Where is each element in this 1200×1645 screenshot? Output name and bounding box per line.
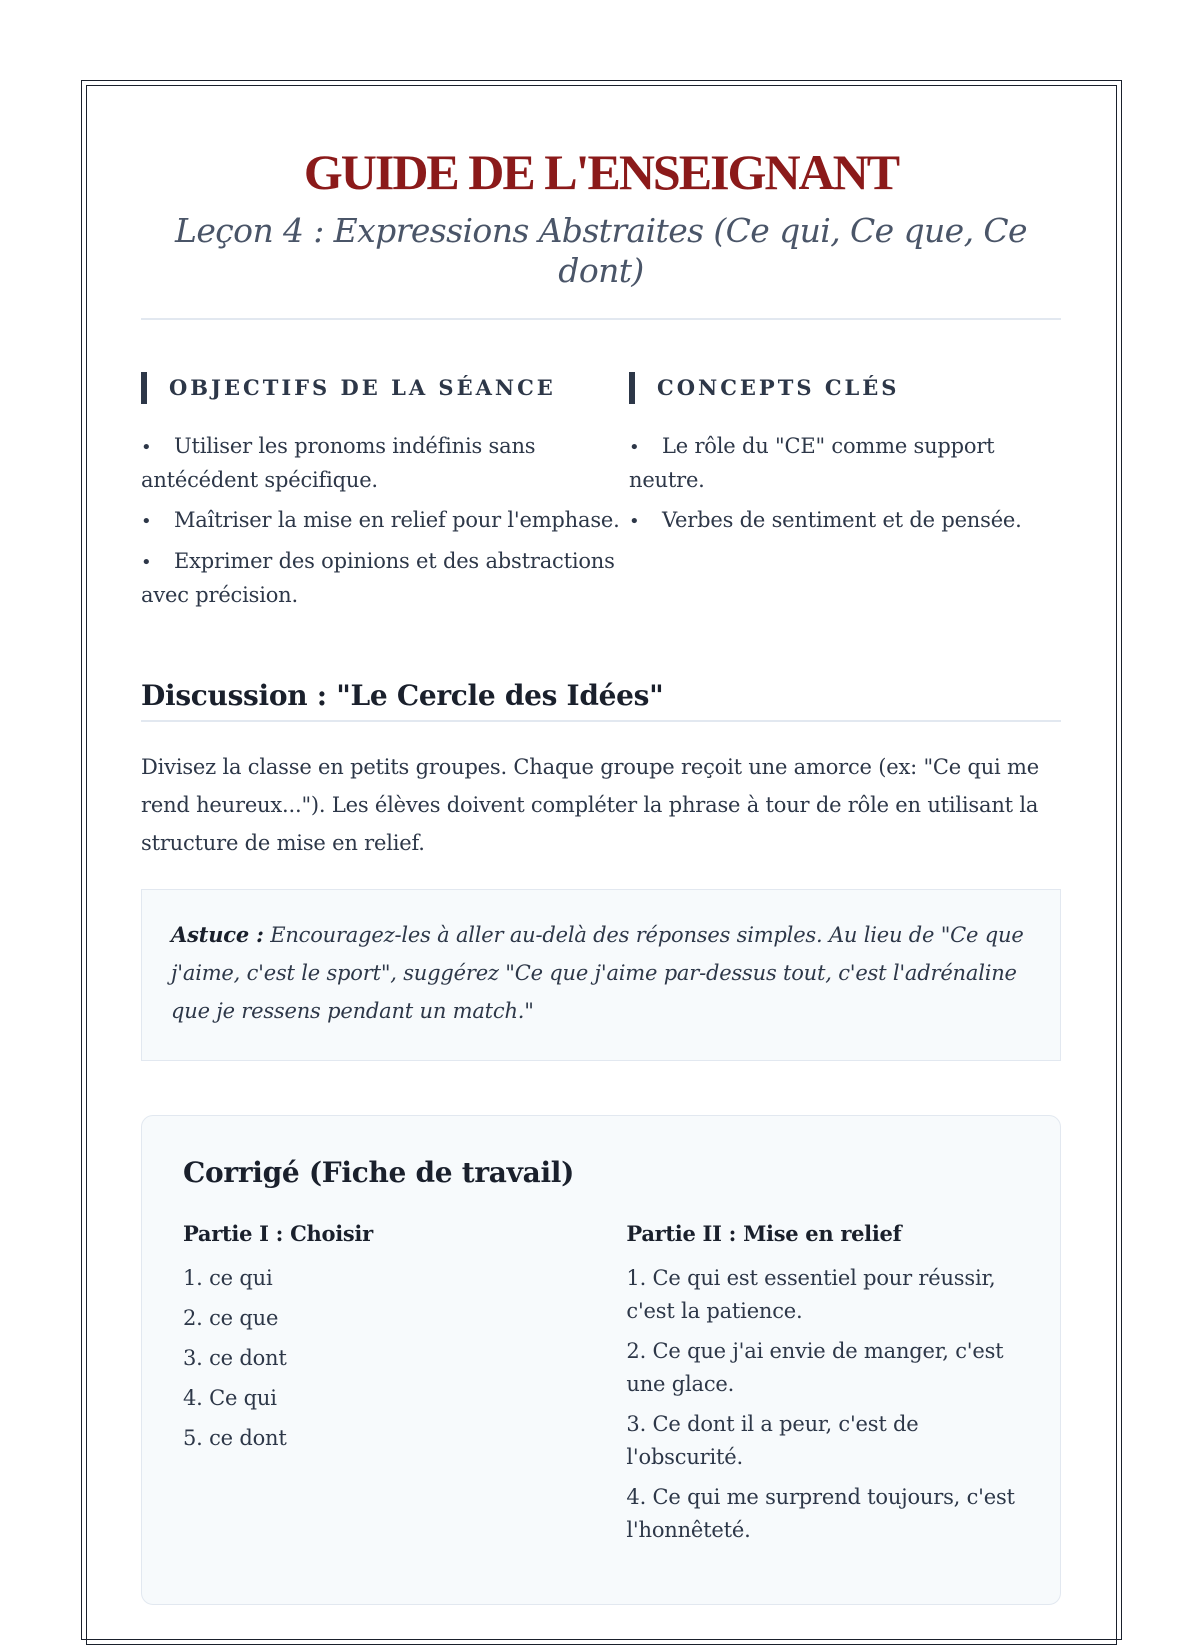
bullet-icon: • bbox=[629, 436, 640, 458]
divider bbox=[141, 318, 1061, 320]
list-item: 4. Ce qui bbox=[183, 1385, 277, 1410]
part2-column bbox=[626, 1221, 1020, 1554]
part2-answers bbox=[626, 1262, 1020, 1547]
concepts-column bbox=[629, 372, 1061, 619]
list-item: 4. Ce qui me surprend toujours, c'est l'honnêteté. bbox=[626, 1484, 1015, 1542]
bullet-icon: • bbox=[141, 436, 152, 458]
lesson-subtitle: Leçon 4 : Expressions Abstraites (Ce qui, Ce que, Ce dont) bbox=[175, 211, 1027, 290]
part1-answers bbox=[183, 1262, 626, 1455]
list-item: • Utiliser les pronoms indéfinis sans antécédent spécifique. bbox=[141, 430, 629, 497]
answer-key-title: Corrigé (Fiche de travail) bbox=[183, 1155, 575, 1189]
tip-label: Astuce : bbox=[171, 921, 264, 947]
list-item: • Maîtriser la mise en relief pour l'emphase. bbox=[141, 504, 629, 538]
answer-key-panel bbox=[141, 1115, 1061, 1605]
list-item: 1. Ce qui est essentiel pour réussir, c'est la patience. bbox=[626, 1265, 996, 1323]
discussion-text: Divisez la classe en petits groupes. Chaque groupe reçoit une amorce (ex: "Ce qui me rend heureux..."). Les élèves doivent compléter la phrase à tour de rôle en utilisant la structure de mise en relief. bbox=[141, 754, 1039, 855]
bullet-icon: • bbox=[141, 551, 152, 573]
list-item: 1. ce qui bbox=[183, 1265, 273, 1290]
list-item: • Le rôle du "CE" comme support neutre. bbox=[629, 430, 1061, 497]
bullet-icon: • bbox=[629, 510, 640, 532]
part1-heading: Partie I : Choisir bbox=[183, 1220, 373, 1246]
tip-box bbox=[141, 889, 1061, 1061]
document bbox=[141, 138, 1061, 1605]
concepts-list bbox=[629, 430, 1061, 538]
tip-text: Encouragez-les à aller au-delà des réponses simples. Au lieu de "Ce que j'aime, c'est le sport", suggérez "Ce que j'aime par-dessus tout, c'est l'adrénaline que je ressens pendant un match." bbox=[171, 922, 1024, 1023]
overview-section bbox=[141, 372, 1061, 619]
bullet-icon: • bbox=[141, 510, 152, 532]
list-item: 3. Ce dont il a peur, c'est de l'obscurité. bbox=[626, 1411, 919, 1469]
objectives-heading: OBJECTIFS DE LA SÉANCE bbox=[141, 372, 629, 404]
list-item: 5. ce dont bbox=[183, 1425, 287, 1450]
objectives-list bbox=[141, 430, 629, 612]
list-item: 2. Ce que j'ai envie de manger, c'est une glace. bbox=[626, 1338, 1004, 1396]
list-item: 2. ce que bbox=[183, 1305, 279, 1330]
page-title: GUIDE DE L'ENSEIGNANT bbox=[303, 144, 899, 200]
part1-column bbox=[183, 1221, 626, 1554]
list-item: 3. ce dont bbox=[183, 1345, 287, 1370]
list-item: • Exprimer des opinions et des abstractions avec précision. bbox=[141, 545, 629, 612]
concepts-heading: CONCEPTS CLÉS bbox=[629, 372, 1061, 404]
list-item: • Verbes de sentiment et de pensée. bbox=[629, 504, 1061, 538]
discussion-title: Discussion : "Le Cercle des Idées" bbox=[141, 679, 1061, 722]
part2-heading: Partie II : Mise en relief bbox=[626, 1220, 902, 1246]
objectives-column bbox=[141, 372, 629, 619]
answer-key-columns bbox=[183, 1221, 1020, 1554]
